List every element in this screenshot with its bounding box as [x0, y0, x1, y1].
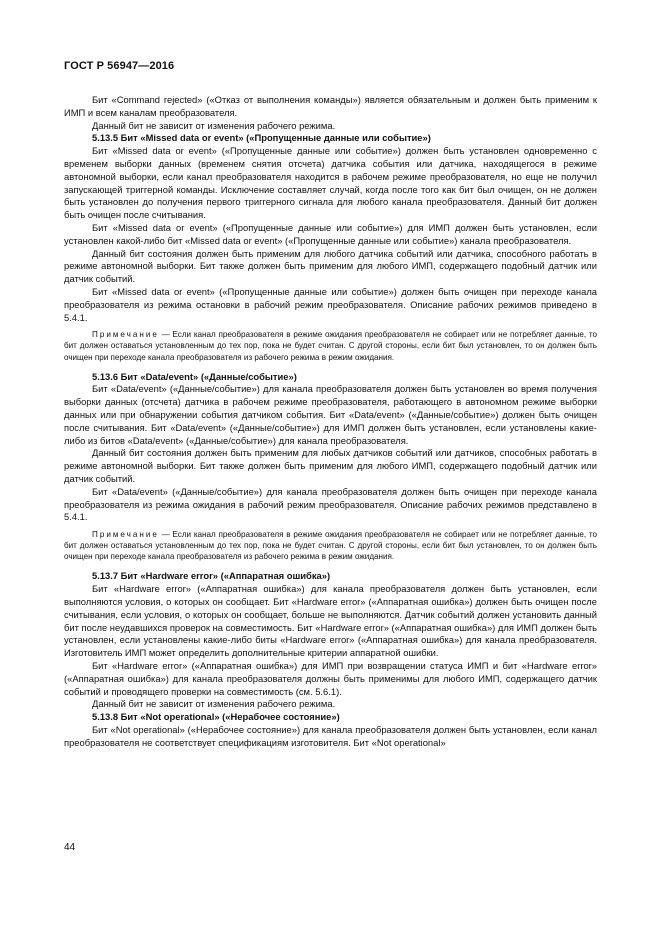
paragraph: Бит «Missed data or event» («Пропущенные данные или событие») должен быть очищен при переходе канала преобразователя из режима остановки в рабочий режим преобразователя. Описание рабочих режимов приведено в 5.4.1. — [64, 285, 597, 323]
paragraph: Бит «Data/event» («Данные/событие») для канала преобразователя должен быть очищен при переходе канала преобразователя из режима ожидания в рабочий режим преобразователя. Описание рабочих режимов представлено в 5.4.1. — [64, 485, 597, 523]
paragraph: Бит «Missed data or event» («Пропущенные данные или событие») должен быть установлен одновременно с временем выборки данных (временем снятия отсчета) датчика события или датчика, находящегося в режиме автономной выборки, если канал преобразователя находится в рабочем режиме преобразователя, но еще не получил запускающей триггерной команды. Исключение составляет случай, когда после того как бит был очищен, он не должен быть установлен до получения первого триггерного сигнала для любого канала преобразователя. Данный бит должен быть очищен после считывания. — [64, 145, 597, 221]
paragraph: Данный бит не зависит от изменения рабочего режима. — [92, 119, 336, 131]
paragraph: Бит «Not operational» («Нерабочее состояние») для канала преобразователя должен быть установлен, если канал преобразователя не соответствует спецификациям изготовителя. Бит «Not operational» — [64, 724, 597, 748]
note — [64, 329, 597, 362]
note-text: — Если канал преобразователя в режиме ожидания преобразователя не собирает или не потребляет данные, то бит должен оставаться установленным до тех пор, пока не будет считан. С другой стороны, если бит был установлен, то он должен быть очищен при переходе канала преобразователя из рабочего режима в режим ожидания. — [64, 530, 597, 562]
paragraph: Бит «Missed data or event» («Пропущенные данные или событие») для ИМП должен быть установлен, если установлен какой-либо бит «Missed data or event» («Пропущенные данные или событие») канала преобразователя. — [64, 221, 597, 246]
document-body — [64, 94, 597, 750]
section-heading: 5.13.6 Бит «Data/event» («Данные/событие») — [92, 370, 297, 382]
page-number: 44 — [64, 842, 76, 853]
paragraph: Данный бит состояния должен быть применим для любого датчика событий или датчика, способного работать в режиме автономной выборки. Бит также должен быть применим для любого ИМП, содержащего подобный датчик или датчик событий. — [64, 247, 597, 285]
section-heading: 5.13.5 Бит «Missed data or event» («Пропущенные данные или событие») — [92, 132, 431, 144]
note — [64, 529, 597, 562]
document-header: ГОСТ Р 56947—2016 — [64, 60, 175, 72]
paragraph: Бит «Command rejected» («Отказ от выполнения команды») является обязательным и должен быть применим к ИМП и всем каналам преобразователя. — [64, 94, 597, 118]
section-heading: 5.13.8 Бит «Not operational» («Нерабочее состояние») — [92, 711, 340, 723]
paragraph: Бит «Data/event» («Данные/событие») для канала преобразователя должен быть установлен во время получения выборки данных (отсчета) датчика в рабочем режиме преобразователя, работающего в автономном режиме выборки данных или при обнаружении события датчиком события. Бит «Data/event» («Данные/событие») должен быть очищен после считывания. Бит «Data/event» («Данные/событие») для ИМП должен быть установлен, если установлены какие-либо из битов «Data/event» («Данные/событие») для канала преобразователя. — [64, 383, 597, 446]
paragraph: Бит «Hardware error» («Аппаратная ошибка») для канала преобразователя должен быть установлен, если выполняются условия, о которых он сообщает. Бит «Hardware error» («Аппаратная ошибка») должен быть очищен после считывания, если условия, о которых он сообщает, больше не выполняются. Датчик событий должен установить данный бит после неудавшихся проверок на совместимость. Бит «Hardware error» («Аппаратная ошибка») для ИМП должен быть установлен, если установлены какие-либо биты «Hardware error» («Аппаратная ошибка») для канала преобразователя. Изготовитель ИМП может определить дополнительные критерии аппаратной ошибки. — [64, 583, 597, 659]
note-text: — Если канал преобразователя в режиме ожидания преобразователя не собирает или не потребляет данные, то бит должен оставаться установленным до тех пор, пока не будет считан. С другой стороны, если бит был установлен, то он должен быть очищен при переходе канала преобразователя из рабочего режима в режим ожидания. — [64, 330, 597, 362]
note-label: Примечание — [92, 530, 159, 540]
paragraph: Данный бит не зависит от изменения рабочего режима. — [92, 698, 336, 710]
note-label: Примечание — [92, 330, 159, 340]
paragraph: Бит «Hardware error» («Аппаратная ошибка») для ИМП при возвращении статуса ИМП и бит «Hardware error» («Аппаратная ошибка») для канала преобразователя должны быть применимы для любого ИМП, содержащего датчик событий и проводящего проверки на совместимость (см. 5.6.1). — [64, 660, 597, 697]
section-heading: 5.13.7 Бит «Hardware error» («Аппаратная ошибка») — [92, 570, 331, 582]
paragraph: Данный бит состояния должен быть применим для любых датчиков событий или датчиков, способных работать в режиме автономной выборки. Бит также должен быть применим для любого ИМП, содержащего подобный датчик или датчик событий. — [64, 447, 597, 484]
